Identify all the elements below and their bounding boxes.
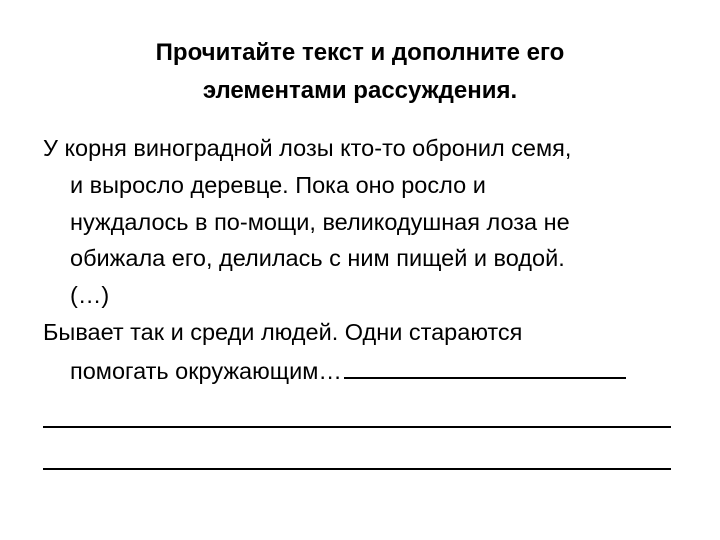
paragraph-2-last-line [43, 351, 683, 390]
slide-title [60, 34, 660, 110]
answer-blank-line [43, 426, 671, 428]
paragraph-1-line: нуждалось в по-мощи, великодушная лоза не [70, 208, 570, 235]
paragraph-2-line: Бывает так и среди людей. Одни стараются [43, 318, 523, 345]
paragraph-1-line: и выросло деревце. Пока оно росло и [70, 171, 486, 198]
paragraph-1-line: У корня виноградной лозы кто-то обронил семя, [43, 135, 572, 161]
title-line: Прочитайте текст и дополните его [155, 39, 565, 66]
answer-blank-inline [344, 351, 626, 379]
paragraph-1-line: обижала его, делилась с ним пищей и водой. [70, 245, 565, 272]
paragraph-1-line: (…) [70, 282, 110, 309]
paragraph-2-line-text: помогать окружающим… [70, 357, 342, 384]
answer-blank-line [43, 468, 671, 470]
body-text [43, 130, 683, 390]
title-line: элементами рассуждения. [202, 77, 518, 104]
